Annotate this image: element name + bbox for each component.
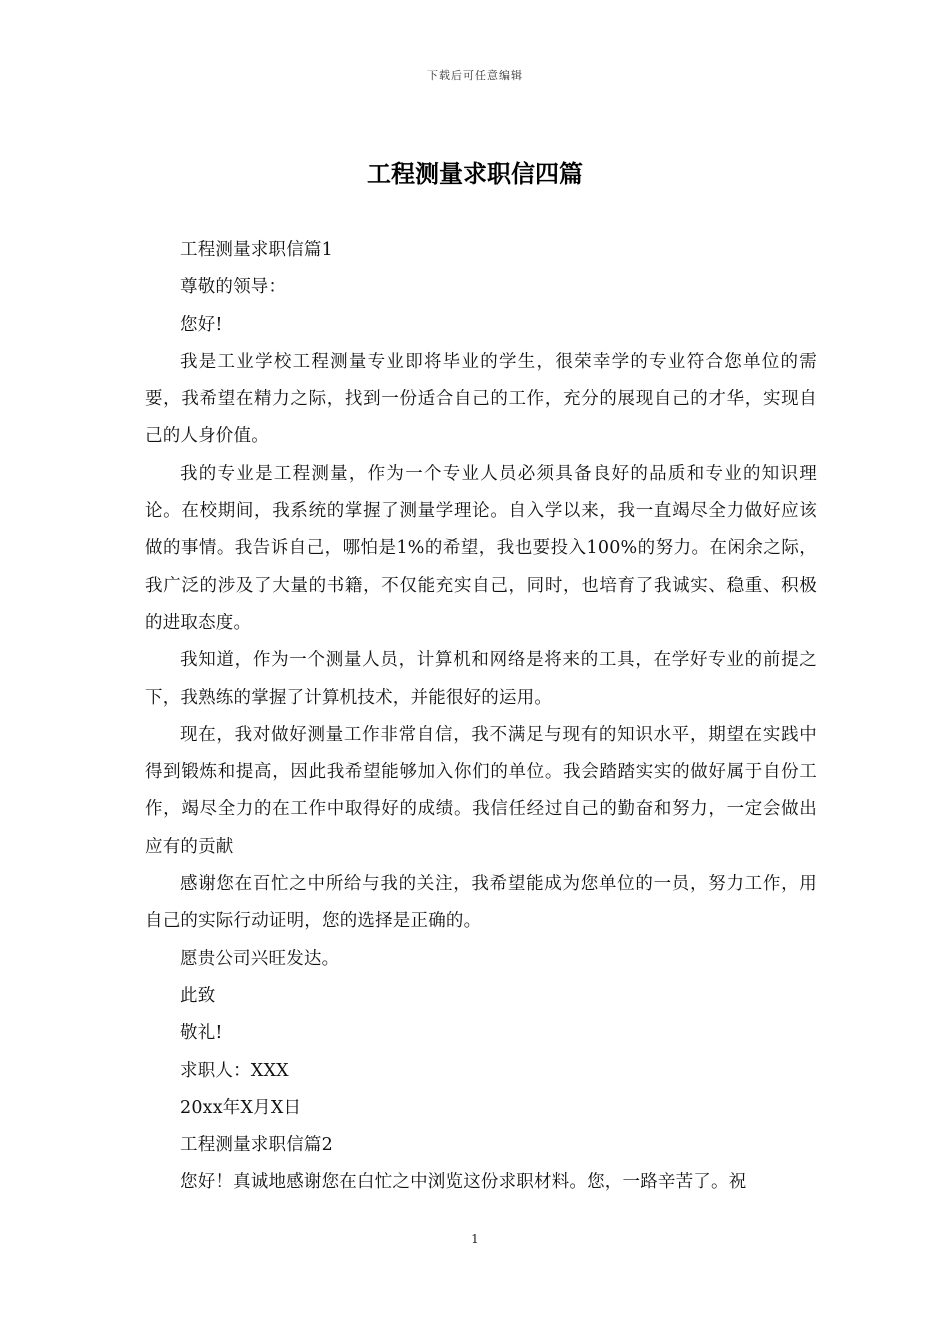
paragraph-computer-skills: 我知道，作为一个测量人员，计算机和网络是将来的工具，在学好专业的前提之下，我熟练的掌握了计算机技术，并能很好的运用。 xyxy=(145,650,817,708)
paragraph-major: 我的专业是工程测量，作为一个专业人员必须具备良好的品质和专业的知识理论。在校期间，我系统的掌握了测量学理论。自入学以来，我一直竭尽全力做好应该做的事情。我告诉自己，哪怕是1%的希望，我也要投入100%的努力。在闲余之际，我广泛的涉及了大量的书籍，不仅能充实自己，同时，也培育了我诚实、稳重、积极的进取态度。 xyxy=(145,463,817,633)
closing-line: 此致 xyxy=(180,985,216,1006)
document-body xyxy=(145,232,817,1202)
paragraph-thanks: 感谢您在百忙之中所给与我的关注，我希望能成为您单位的一员，努力工作，用自己的实际行动证明，您的选择是正确的。 xyxy=(145,874,817,932)
wish-line: 愿贵公司兴旺发达。 xyxy=(180,948,340,969)
paragraph-letter-2-opening: 您好！真诚地感谢您在白忙之中浏览这份求职材料。您，一路辛苦了。祝 xyxy=(180,1172,747,1193)
date-line: 20xx年X月X日 xyxy=(180,1097,302,1118)
paragraph-confidence: 现在，我对做好测量工作非常自信，我不满足与现有的知识水平，期望在实践中得到锻炼和提高，因此我希望能够加入你们的单位。我会踏踏实实的做好属于自份工作，竭尽全力的在工作中取得好的成绩。我信任经过自己的勤奋和努力，一定会做出应有的贡献 xyxy=(145,724,817,857)
applicant-line: 求职人：XXX xyxy=(180,1060,289,1081)
section-heading-1: 工程测量求职信篇1 xyxy=(180,240,333,260)
regards-line: 敬礼! xyxy=(180,1023,223,1044)
salutation: 尊敬的领导： xyxy=(180,277,287,298)
section-heading-2: 工程测量求职信篇2 xyxy=(180,1135,333,1156)
document-title: 工程测量求职信四篇 xyxy=(367,159,583,188)
page-number: 1 xyxy=(471,1232,479,1246)
paragraph-intro: 我是工业学校工程测量专业即将毕业的学生，很荣幸学的专业符合您单位的需要，我希望在精力之际，找到一份适合自己的工作，充分的展现自己的才华，实现自己的人身价值。 xyxy=(145,351,817,447)
header-note: 下载后可任意编辑 xyxy=(427,69,523,82)
greeting: 您好! xyxy=(180,314,223,335)
